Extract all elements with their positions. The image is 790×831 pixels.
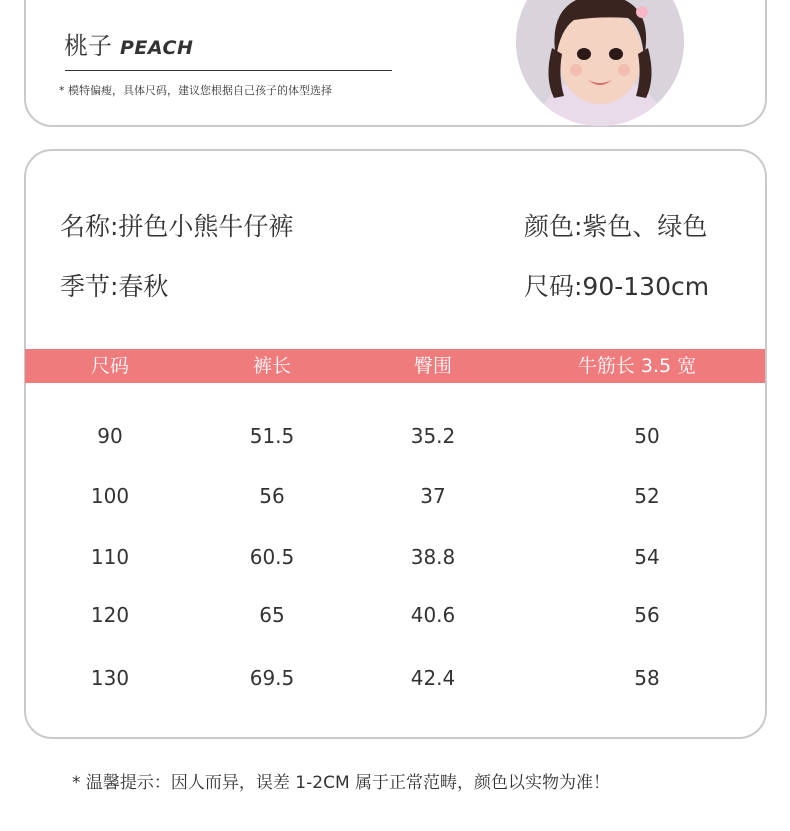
- table-cell: 38.8: [410, 545, 456, 569]
- product-size-range: 尺码:90-130cm: [524, 272, 710, 301]
- model-note: * 模特偏瘦，具体尺码，建议您根据自己孩子的体型选择: [59, 84, 332, 97]
- brand-divider: [65, 70, 392, 71]
- table-cell: 120: [90, 603, 130, 627]
- brand-title: [64, 26, 193, 61]
- table-cell: 65: [259, 603, 285, 627]
- header-elastic: 牛筋长 3.5 宽: [577, 355, 697, 377]
- table-cell: 56: [259, 484, 285, 508]
- table-cell: 52: [634, 484, 660, 508]
- table-cell: 54: [634, 545, 660, 569]
- header-size: 尺码: [90, 355, 130, 377]
- product-name: 名称:拼色小熊牛仔裤: [60, 212, 294, 241]
- table-cell: 37: [420, 484, 446, 508]
- table-cell: 50: [634, 424, 660, 448]
- table-cell: 90: [97, 424, 123, 448]
- table-cell: 60.5: [249, 545, 295, 569]
- table-cell: 51.5: [249, 424, 295, 448]
- header-hip: 臀围: [413, 355, 453, 377]
- table-cell: 69.5: [249, 666, 295, 690]
- table-cell: 110: [90, 545, 130, 569]
- table-cell: 100: [90, 484, 130, 508]
- product-colors: 颜色:紫色、绿色: [524, 212, 708, 241]
- table-cell: 40.6: [410, 603, 456, 627]
- table-cell: 35.2: [410, 424, 456, 448]
- table-cell: 42.4: [410, 666, 456, 690]
- footer-note: * 温馨提示：因人而异，误差 1-2CM 属于正常范畴，颜色以实物为准！: [72, 773, 611, 793]
- table-cell: 58: [634, 666, 660, 690]
- product-season: 季节:春秋: [60, 272, 169, 301]
- table-cell: 56: [634, 603, 660, 627]
- table-cell: 130: [90, 666, 130, 690]
- brand-name-cn: 桃子: [64, 32, 112, 60]
- brand-name-en: PEACH: [120, 37, 194, 59]
- size-table-header: [25, 349, 765, 383]
- header-length: 裤长: [252, 355, 292, 377]
